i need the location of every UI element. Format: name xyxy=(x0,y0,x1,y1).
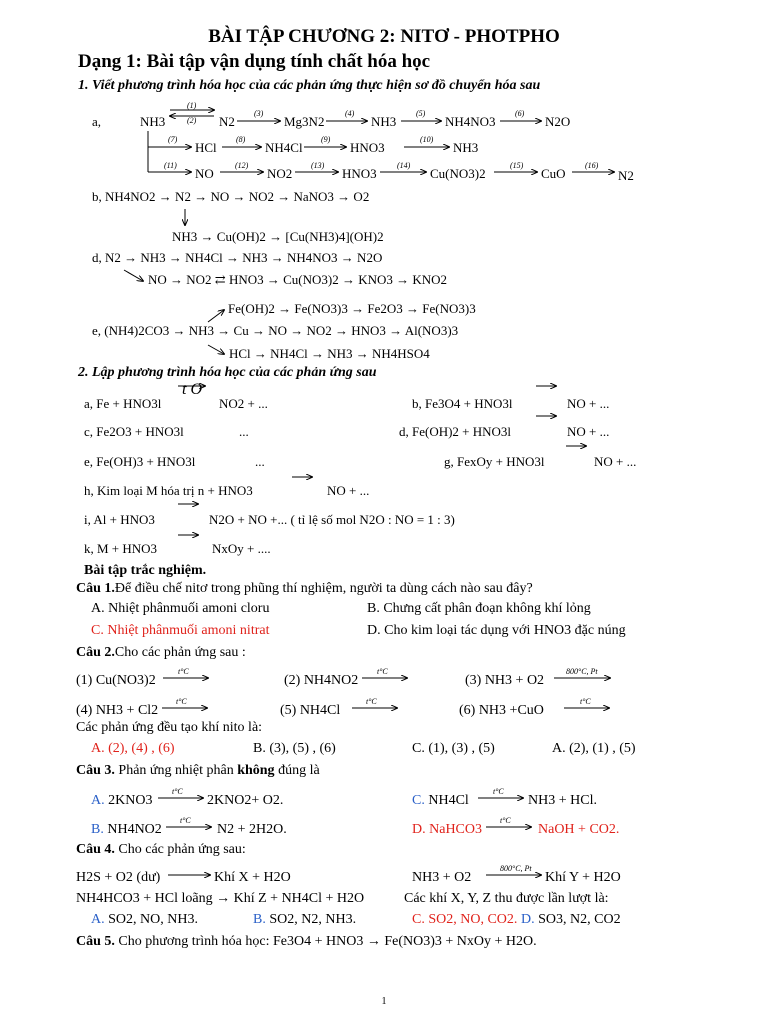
step-label: (5) xyxy=(416,109,426,118)
q2-option-a[interactable]: A. (2), (4) , (6) xyxy=(91,741,175,756)
question-text: Cho các phản ứng sau : xyxy=(114,645,246,660)
q3-option-d-products: NaOH + CO2. xyxy=(538,822,620,837)
reaction-i-right: N2O + NO +... ( tỉ lệ số mol N2O : NO = 1 : 3) xyxy=(209,512,455,527)
q2-reaction-2: (2) NH4NO2 xyxy=(284,673,359,688)
scheme-d-line2: NO → NO2 ⇄ HNO3 → Cu(NO3)2 → KNO3 → KNO2 xyxy=(148,272,448,287)
condition-label: 800°C, Pt xyxy=(500,864,532,873)
scheme-a-species: Mg3N2 xyxy=(284,114,325,129)
scheme-a-species: NH3 xyxy=(453,140,479,155)
scheme-a-species: HNO3 xyxy=(342,166,377,181)
question-text: Cho các phản ứng sau: xyxy=(118,842,246,857)
page-title: BÀI TẬP CHƯƠNG 2: NITƠ - PHOTPHO xyxy=(208,26,560,47)
question-text: Để điều chế nitơ trong phũng thí nghiệm, người ta dùng cách nào sau đây? xyxy=(114,581,533,596)
q4-reaction-1-rhs: Khí X + H2O xyxy=(214,870,291,885)
condition-label: 800°C, Pt xyxy=(566,667,598,676)
scheme-a-species: CuO xyxy=(541,166,566,181)
q2-option-b[interactable]: B. (3), (5) , (6) xyxy=(253,741,336,756)
condition-label: t°C xyxy=(172,787,183,796)
step-label: (4) xyxy=(345,109,355,118)
condition-label: t°C xyxy=(176,697,187,706)
q2-reaction-4: (4) NH3 + Cl2 xyxy=(76,703,159,718)
reaction-c-left: c, Fe2O3 + HNO3l xyxy=(84,424,184,439)
q3-option-d[interactable] xyxy=(412,822,482,838)
q1-option-a[interactable]: A. Nhiệt phânmuối amoni cloru xyxy=(91,601,270,616)
condition-label: t°C xyxy=(580,697,591,706)
option-lhs: NH4Cl xyxy=(428,793,469,808)
scheme-e-line2: HCl → NH4Cl → NH3 → NH4HSO4 xyxy=(229,346,430,361)
part1-heading: 1. Viết phương trình hóa học của các phản ứng thực hiện sơ đồ chuyển hóa sau xyxy=(78,78,541,93)
q4-ask: Các khí X, Y, Z thu được lần lượt là: xyxy=(404,891,609,906)
q3-option-c[interactable] xyxy=(412,793,469,809)
step-label: (15) xyxy=(510,161,524,170)
reaction-g-left: g, FexOy + HNO3l xyxy=(444,454,545,469)
scheme-a-species: N2O xyxy=(545,114,571,129)
question-number: Câu 5. xyxy=(76,934,115,949)
q3-option-a-products: 2KNO2+ O2. xyxy=(207,793,284,808)
q4-option-c[interactable]: C. SO2, NO, CO2. xyxy=(412,912,518,927)
step-label: (1) xyxy=(187,101,197,110)
scheme-a-species: Cu(NO3)2 xyxy=(430,166,486,181)
question-1 xyxy=(76,581,533,597)
step-label: (11) xyxy=(164,161,177,170)
question-text: Cho phương trình hóa học: Fe3O4 + HNO3 → Fe(NO3)3 + NxOy + H2O. xyxy=(118,934,537,949)
question-number: Câu 4. xyxy=(76,842,115,857)
option-key: D. xyxy=(521,912,535,927)
option-text: SO2, NO, NH3. xyxy=(108,912,198,927)
condition-label: t°C xyxy=(500,816,511,825)
q3-option-b[interactable] xyxy=(91,822,162,838)
option-lhs: NH4NO2 xyxy=(107,822,162,837)
q2-ask: Các phản ứng đều tạo khí nito là: xyxy=(76,720,263,735)
step-label: (9) xyxy=(321,135,331,144)
condition-label: t°C xyxy=(377,667,388,676)
question-number: Câu 1. xyxy=(76,581,115,596)
scheme-b-line1: b, NH4NO2 → N2 → NO → NO2 → NaNO3 → O2 xyxy=(92,189,370,204)
q3-option-c-products: NH3 + HCl. xyxy=(528,793,597,808)
step-label: (3) xyxy=(254,109,264,118)
reaction-b-left: b, Fe3O4 + HNO3l xyxy=(412,396,513,411)
scheme-e-line1: e, (NH4)2CO3 → NH3 → Cu → NO → NO2 → HNO3 → Al(NO3)3 xyxy=(92,323,459,338)
q3-option-b-products: N2 + 2H2O. xyxy=(217,822,287,837)
reaction-k-right: NxOy + .... xyxy=(212,541,271,556)
scheme-a-species: NO xyxy=(195,166,214,181)
scheme-a-species: N2 xyxy=(618,168,634,183)
reaction-k-left: k, M + HNO3 xyxy=(84,541,158,556)
q1-option-d[interactable]: D. Cho kim loại tác dụng với HNO3 đặc núng xyxy=(367,623,626,638)
reaction-c-right: ... xyxy=(239,424,249,439)
question-2 xyxy=(76,645,246,661)
reaction-a-left: a, Fe + HNO3l xyxy=(84,396,162,411)
scheme-a-species: NO2 xyxy=(267,166,293,181)
reaction-d-right: NO + ... xyxy=(567,424,610,439)
step-label: (13) xyxy=(311,161,325,170)
q1-option-b[interactable]: B. Chưng cất phân đoạn không khí lỏng xyxy=(367,601,591,616)
reaction-b-right: NO + ... xyxy=(567,396,610,411)
q2-reaction-6: (6) NH3 +CuO xyxy=(459,703,544,718)
q4-option-b[interactable] xyxy=(253,912,356,928)
scheme-a-species: NH4Cl xyxy=(265,140,303,155)
question-text: Phản ứng nhiệt phân xyxy=(118,763,234,778)
scheme-e-line0: Fe(OH)2 → Fe(NO3)3 → Fe2O3 → Fe(NO3)3 xyxy=(228,301,476,316)
step-label: (10) xyxy=(420,135,434,144)
scheme-a-species: N2 xyxy=(219,114,235,129)
option-key: B. xyxy=(253,912,266,927)
option-key: B. xyxy=(91,822,104,837)
condition-label: t°C xyxy=(493,787,504,796)
q2-option-c[interactable]: C. (1), (3) , (5) xyxy=(412,741,495,756)
scheme-a-species: HNO3 xyxy=(350,140,385,155)
q4-reaction-2-lhs: NH3 + O2 xyxy=(412,870,472,885)
q2-reaction-1: (1) Cu(NO3)2 xyxy=(76,673,156,688)
reaction-h-left: h, Kim loại M hóa trị n + HNO3 xyxy=(84,483,253,498)
section-heading-dang1: Dạng 1: Bài tập vận dụng tính chất hóa học xyxy=(78,51,431,72)
option-key: A. xyxy=(91,912,105,927)
scheme-a-species: NH4NO3 xyxy=(445,114,496,129)
question-4 xyxy=(76,842,246,858)
reaction-e-left: e, Fe(OH)3 + HNO3l xyxy=(84,454,196,469)
q4-option-a[interactable] xyxy=(91,912,198,928)
part2-heading: 2. Lập phương trình hóa học của các phản ứng sau xyxy=(78,365,377,380)
option-text: SO2, N2, NH3. xyxy=(269,912,357,927)
option-key: A. xyxy=(91,793,105,808)
question-text: đúng là xyxy=(278,763,320,778)
reaction-d-left: d, Fe(OH)2 + HNO3l xyxy=(399,424,512,439)
scheme-a-species: HCl xyxy=(195,140,217,155)
step-label: (6) xyxy=(515,109,525,118)
scheme-a-species: NH3 xyxy=(140,114,166,129)
condition-label: t°C xyxy=(178,667,189,676)
scheme-d-line1: d, N2 → NH3 → NH4Cl → NH3 → NH4NO3 → N2O xyxy=(92,250,383,265)
q4-reaction-3: NH4HCO3 + HCl loãng → Khí Z + NH4Cl + H2O xyxy=(76,891,365,906)
step-label: (8) xyxy=(236,135,246,144)
question-5 xyxy=(76,934,537,950)
step-label: (14) xyxy=(397,161,411,170)
q2-reaction-5: (5) NH4Cl xyxy=(280,703,341,718)
step-label: (7) xyxy=(168,135,178,144)
q1-option-c[interactable]: C. Nhiệt phânmuối amoni nitrat xyxy=(91,623,270,638)
page-number: 1 xyxy=(381,996,387,1007)
option-key: C. xyxy=(412,793,425,808)
q2-option-d[interactable]: A. (2), (1) , (5) xyxy=(552,741,636,756)
step-label: (2) xyxy=(187,116,197,125)
option-key: D. xyxy=(412,822,426,837)
mcq-heading: Bài tập trắc nghiệm. xyxy=(84,563,207,578)
q2-reaction-3: (3) NH3 + O2 xyxy=(465,673,545,688)
scheme-a-species: NH3 xyxy=(371,114,397,129)
question-number: Câu 2. xyxy=(76,645,115,660)
step-label: (16) xyxy=(585,161,599,170)
condition-label: t°C xyxy=(366,697,377,706)
q3-option-a[interactable] xyxy=(91,793,152,809)
question-number: Câu 3. xyxy=(76,763,115,778)
scheme-a-label: a, xyxy=(92,114,102,129)
q4-reaction-2-rhs: Khí Y + H2O xyxy=(545,870,621,885)
reaction-i-left: i, Al + HNO3 xyxy=(84,512,155,527)
option-lhs: 2KNO3 xyxy=(108,793,153,808)
condition-label: t°C xyxy=(180,816,191,825)
q4-option-d[interactable] xyxy=(521,912,621,928)
option-text: SO3, N2, CO2 xyxy=(538,912,621,927)
heat-symbol: t O xyxy=(182,381,202,398)
reaction-g-right: NO + ... xyxy=(594,454,637,469)
reaction-a-right: NO2 + ... xyxy=(219,396,268,411)
scheme-b-line2: NH3 → Cu(OH)2 → [Cu(NH3)4](OH)2 xyxy=(172,229,384,244)
reaction-h-right: NO + ... xyxy=(327,483,370,498)
q4-reaction-1-lhs: H2S + O2 (dư) xyxy=(76,870,161,885)
reaction-e-right: ... xyxy=(255,454,265,469)
question-3 xyxy=(76,763,320,779)
step-label: (12) xyxy=(235,161,249,170)
option-lhs: NaHCO3 xyxy=(429,822,483,837)
question-emphasis: không xyxy=(237,763,275,778)
